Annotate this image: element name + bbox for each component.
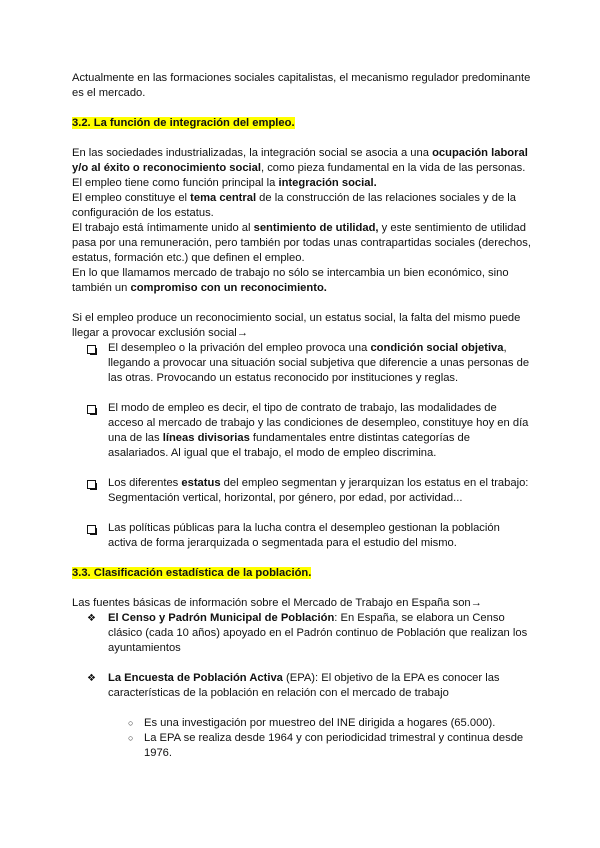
list-item: ❖ La Encuesta de Población Activa (EPA): El objetivo de la EPA es conocer las características de la población en relación con el mercado de trabajo [87, 672, 500, 699]
section-heading-3-3 [72, 566, 532, 581]
paragraph: El trabajo está íntimamente unido al sentimiento de utilidad, y este sentimiento de utilidad pasa por una remuneración, pero también por todas unas contrapartidas sociales (derechos, estatus, formación etc.) que definen el empleo. [72, 222, 531, 264]
diamond-bullet-icon: ❖ [87, 613, 96, 624]
circle-bullet-icon: ○ [128, 718, 134, 728]
list-item: Los diferentes estatus del empleo segmentan y jerarquizan los estatus en el trabajo: Segmentación vertical, horizontal, por género, por edad, por actividad... [72, 476, 532, 506]
list-item: ○ Es una investigación por muestreo del INE dirigida a hogares (65.000). [128, 717, 496, 729]
checkbox-bullet-icon [87, 476, 96, 491]
diamond-bullet-icon: ❖ [87, 673, 96, 684]
diamond-list [72, 611, 532, 701]
list-item: ❖ El Censo y Padrón Municipal de Población: En España, se elabora un Censo clásico (cada 10 años) apoyado en el Padrón continuo de Población que realizan los ayuntamientos [87, 612, 528, 654]
checkbox-list [72, 341, 532, 551]
paragraph: En las sociedades industrializadas, la integración social se asocia a una ocupación laboral y/o al éxito o reconocimiento social, como pieza fundamental en la vida de las personas. [72, 147, 528, 174]
heading-text: 3.3. Clasificación estadística de la población. [72, 567, 312, 579]
list-item: Las políticas públicas para la lucha contra el desempleo gestionan la población activa de forma jerarquizada o segmentada para el estudio del mismo. [72, 521, 532, 551]
paragraph: Las fuentes básicas de información sobre el Mercado de Trabajo en España son→ [72, 597, 482, 609]
checkbox-bullet-icon [87, 521, 96, 536]
paragraph: El empleo constituye el tema central de la construcción de las relaciones sociales y de la configuración de los estatus. [72, 192, 517, 219]
paragraph: En lo que llamamos mercado de trabajo no sólo se intercambia un bien económico, sino también un compromiso con un reconocimiento. [72, 267, 509, 294]
paragraph: El empleo tiene como función principal la integración social. [72, 177, 377, 189]
checkbox-bullet-icon [87, 401, 96, 416]
checkbox-bullet-icon [87, 341, 96, 356]
list-item: El desempleo o la privación del empleo provoca una condición social objetiva, llegando a provocar una situación social subjetiva que diferencie a unas personas de las otras. Provocando un estatus reconocido por instituciones y reglas. [72, 341, 532, 386]
circle-bullet-icon: ○ [128, 733, 134, 743]
paragraph: Si el empleo produce un reconocimiento social, un estatus social, la falta del mismo puede llegar a provocar exclusión social→ [72, 312, 521, 339]
list-item: El modo de empleo es decir, el tipo de contrato de trabajo, las modalidades de acceso al mercado de trabajo y las condiciones de desempleo, constituye hoy en día una de las líneas divisorias fundamentales entre distintas categorías de asalariados. Al igual que el trabajo, el modo de empleo discrimina. [72, 401, 532, 461]
document-page [72, 71, 532, 761]
intro-paragraph: Actualmente en las formaciones sociales capitalistas, el mecanismo regulador predominante es el mercado. [72, 72, 531, 99]
list-item: ○ La EPA se realiza desde 1964 y con periodicidad trimestral y continua desde 1976. [128, 732, 524, 759]
heading-text: 3.2. La función de integración del empleo. [72, 117, 295, 129]
circle-list [72, 716, 532, 761]
section-heading-3-2 [72, 116, 532, 131]
